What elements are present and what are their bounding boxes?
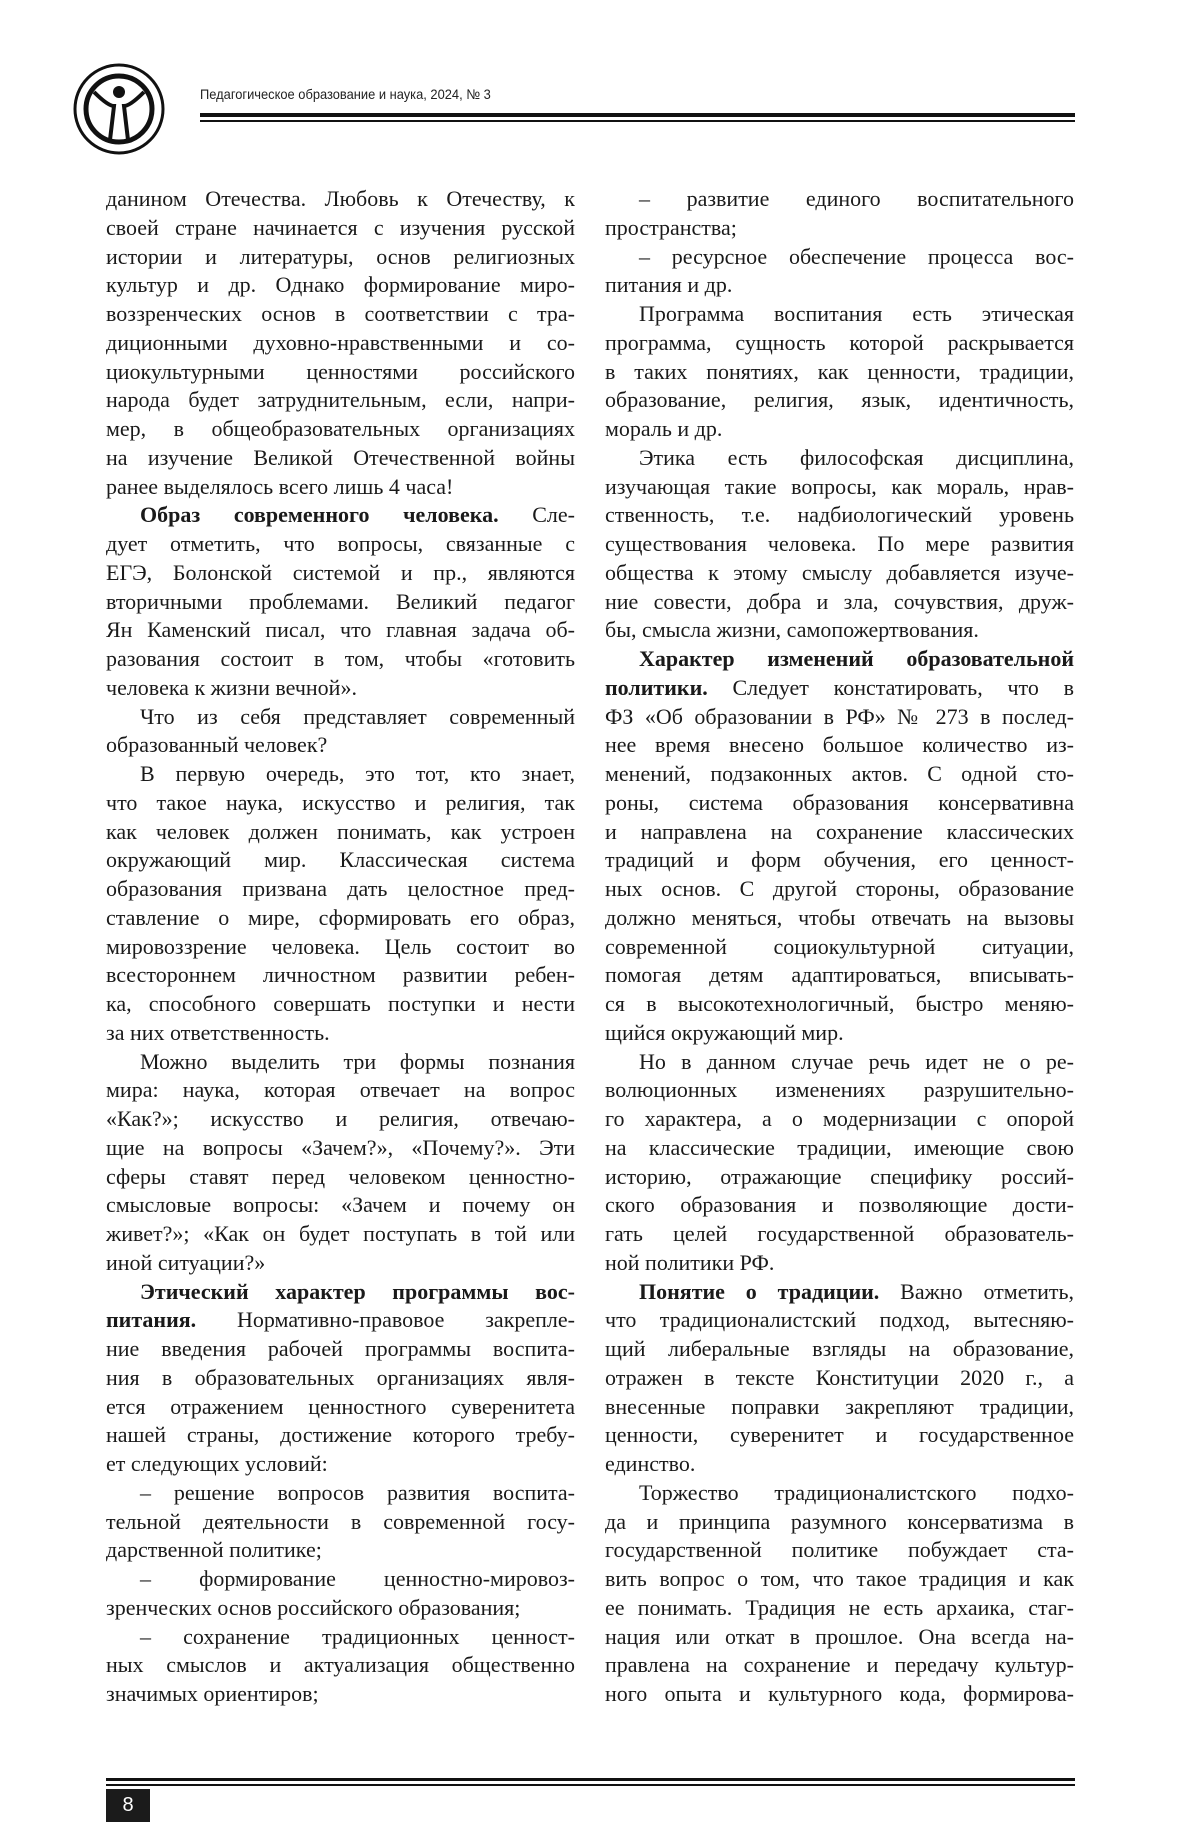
body-text: зренческих основ российского образования; — [106, 1595, 520, 1620]
body-text: что такое наука, искусство и религия, так — [106, 790, 575, 815]
body-text: ского образования и позволяющие дости- — [605, 1192, 1074, 1217]
text-line — [605, 530, 1074, 559]
body-text: нашей страны, достижение которого требу- — [106, 1422, 575, 1447]
body-text: ние совести, добра и зла, сочувствия, друж- — [605, 589, 1074, 614]
text-line — [106, 1651, 575, 1680]
body-text: что традиционалистский подход, вытесняю- — [605, 1307, 1074, 1332]
text-line — [106, 1623, 575, 1652]
body-text: смысловые вопросы: «Зачем и почему он — [106, 1192, 575, 1217]
text-line — [106, 358, 575, 387]
text-line — [106, 760, 575, 789]
text-line — [106, 674, 575, 703]
paragraph — [605, 185, 1074, 243]
body-text: общества к этому смыслу добавляется изуче- — [605, 560, 1074, 585]
text-line — [605, 1421, 1074, 1450]
body-text: мировоззрение человека. Цель состоит во — [106, 934, 575, 959]
body-text: воззренческих основ в соответствии с тра- — [106, 301, 575, 326]
paragraph — [106, 1479, 575, 1565]
paragraph — [605, 1048, 1074, 1278]
body-text: должно меняться, чтобы отвечать на вызовы — [605, 905, 1074, 930]
body-text: Программа воспитания есть этическая — [639, 301, 1074, 326]
text-line — [106, 875, 575, 904]
body-text: мораль и др. — [605, 416, 722, 441]
text-line — [106, 1335, 575, 1364]
body-text: ния в образовательных организациях явля- — [106, 1365, 575, 1390]
body-text: ние введения рабочей программы воспита- — [106, 1336, 575, 1361]
text-line — [605, 1019, 1074, 1048]
body-text: Торжество традиционалистского подхо- — [639, 1480, 1074, 1505]
body-text: питания и др. — [605, 272, 732, 297]
text-line — [605, 904, 1074, 933]
body-text: современной социокультурной ситуации, — [605, 934, 1074, 959]
body-text: окружающий мир. Классическая система — [106, 847, 575, 872]
body-text: щие на вопросы «Зачем?», «Почему?». Эти — [106, 1135, 575, 1160]
body-text: народа будет затруднительным, если, напри- — [106, 387, 575, 412]
body-text: значимых ориентиров; — [106, 1681, 319, 1706]
text-line — [106, 1019, 575, 1048]
body-text: – развитие единого воспитательного — [639, 186, 1074, 211]
body-text: данином Отечества. Любовь к Отечеству, к — [106, 186, 575, 211]
body-text: ется отражением ценностного суверенитета — [106, 1394, 575, 1419]
text-line — [605, 1479, 1074, 1508]
body-text: и направлена на сохранение классических — [605, 819, 1074, 844]
paragraph — [106, 501, 575, 702]
text-line — [605, 271, 1074, 300]
body-text: – решение вопросов развития воспита- — [140, 1480, 575, 1505]
text-line — [106, 1220, 575, 1249]
text-line — [605, 1220, 1074, 1249]
text-line — [106, 243, 575, 272]
paragraph — [605, 243, 1074, 301]
body-text: ка, способного совершать поступки и нести — [106, 991, 575, 1016]
journal-title: Педагогическое образование и наука, 2024, № 3 — [200, 86, 491, 102]
body-text: как человек должен понимать, как устроен — [106, 819, 575, 844]
body-text: да и принципа разумного консерватизма в — [605, 1509, 1074, 1534]
journal-logo — [72, 62, 166, 156]
text-line — [605, 789, 1074, 818]
text-line — [605, 1306, 1074, 1335]
text-line — [605, 1393, 1074, 1422]
text-line — [605, 1623, 1074, 1652]
body-text: Но в данном случае речь идет не о ре- — [639, 1049, 1074, 1074]
text-line — [605, 1249, 1074, 1278]
footer-rule-thin — [106, 1784, 1075, 1786]
body-text: на изучение Великой Отечественной войны — [106, 445, 575, 470]
section-heading: Этический характер программы вос- — [140, 1279, 575, 1304]
paragraph — [605, 1479, 1074, 1709]
body-text: Нормативно-правовое закрепле- — [196, 1307, 575, 1332]
text-line — [605, 875, 1074, 904]
body-text: пространства; — [605, 215, 737, 240]
body-text: – формирование ценностно-мировоз- — [140, 1566, 575, 1591]
text-line — [106, 1306, 575, 1335]
text-line — [106, 415, 575, 444]
body-text: традиций и форм обучения, его ценност- — [605, 847, 1074, 872]
text-line — [106, 1421, 575, 1450]
body-text: Важно отметить, — [879, 1279, 1074, 1304]
body-text: вторичными проблемами. Великий педагог — [106, 589, 575, 614]
body-text: щийся окружающий мир. — [605, 1020, 844, 1045]
body-text: на классические традиции, имеющие свою — [605, 1135, 1074, 1160]
text-line — [605, 358, 1074, 387]
body-text: ставление о мире, сформировать его образ, — [106, 905, 575, 930]
text-line — [106, 961, 575, 990]
body-text: отражен в тексте Конституции 2020 г., а — [605, 1365, 1074, 1390]
body-text: изучающая такие вопросы, как мораль, нрав- — [605, 474, 1074, 499]
body-text: ных основ. С другой стороны, образование — [605, 876, 1074, 901]
body-text: своей стране начинается с изучения русской — [106, 215, 575, 240]
body-text: го характера, а о модернизации с опорой — [605, 1106, 1074, 1131]
text-line — [106, 1076, 575, 1105]
body-text: образованный человек? — [106, 732, 327, 757]
text-line — [106, 933, 575, 962]
paragraph — [106, 1048, 575, 1278]
paragraph — [605, 300, 1074, 444]
text-line — [106, 818, 575, 847]
text-line — [605, 933, 1074, 962]
text-line — [106, 1048, 575, 1077]
body-text: ственность, т.е. надбиологический уровень — [605, 502, 1074, 527]
text-line — [605, 1163, 1074, 1192]
body-text: Этика есть философская дисциплина, — [639, 445, 1074, 470]
text-line — [106, 386, 575, 415]
text-line — [605, 1565, 1074, 1594]
body-text: ЕГЭ, Болонской системой и пр., являются — [106, 560, 575, 585]
body-text: мер, в общеобразовательных организациях — [106, 416, 575, 441]
body-text: ее понимать. Традиция не есть архаика, стаг- — [605, 1595, 1074, 1620]
body-text: «Как?»; искусство и религия, отвечаю- — [106, 1106, 575, 1131]
journal-logo-icon — [72, 62, 166, 156]
text-line — [605, 645, 1074, 674]
body-text: ранее выделялось всего лишь 4 часа! — [106, 474, 453, 499]
text-line — [605, 415, 1074, 444]
text-line — [605, 1364, 1074, 1393]
text-line — [106, 271, 575, 300]
text-line — [106, 559, 575, 588]
body-text: культур и др. Однако формирование миро- — [106, 272, 575, 297]
body-text: человека к жизни вечной». — [106, 675, 357, 700]
section-heading: Понятие о традиции. — [639, 1279, 879, 1304]
body-text: за них ответственность. — [106, 1020, 330, 1045]
body-text: программа, сущность которой раскрывается — [605, 330, 1074, 355]
text-line — [106, 1479, 575, 1508]
text-line — [106, 1191, 575, 1220]
body-text: существования человека. По мере развития — [605, 531, 1074, 556]
text-line — [106, 731, 575, 760]
text-line — [106, 789, 575, 818]
text-line — [605, 961, 1074, 990]
body-text: волюционных изменениях разрушительно- — [605, 1077, 1074, 1102]
body-text: Ян Каменский писал, что главная задача об- — [106, 617, 575, 642]
body-text: Что из себя представляет современный — [140, 704, 575, 729]
text-line — [106, 990, 575, 1019]
body-text: нее время внесено большое количество из- — [605, 732, 1074, 757]
body-text: тельной деятельности в современной госу- — [106, 1509, 575, 1534]
header-rule-thin — [200, 120, 1075, 122]
left-column — [106, 185, 575, 1709]
text-line — [605, 1278, 1074, 1307]
text-line — [106, 846, 575, 875]
text-line — [605, 386, 1074, 415]
text-line — [605, 243, 1074, 272]
text-line — [106, 300, 575, 329]
text-line — [605, 990, 1074, 1019]
text-line — [605, 1450, 1074, 1479]
text-line — [605, 1191, 1074, 1220]
paragraph — [106, 703, 575, 761]
paragraph — [106, 1565, 575, 1623]
section-heading: питания. — [106, 1307, 196, 1332]
text-line — [605, 731, 1074, 760]
text-line — [106, 444, 575, 473]
text-line — [106, 214, 575, 243]
body-text: бы, смысла жизни, самопожертвования. — [605, 617, 979, 642]
paragraph — [106, 1278, 575, 1479]
paragraph — [106, 185, 575, 501]
body-text: ной политики РФ. — [605, 1250, 774, 1275]
body-text: диционными духовно-нравственными и со- — [106, 330, 575, 355]
body-text: иной ситуации?» — [106, 1250, 265, 1275]
text-line — [605, 760, 1074, 789]
text-line — [605, 1594, 1074, 1623]
footer-rule-thick — [106, 1778, 1075, 1781]
body-text: циокультурными ценностями российского — [106, 359, 575, 384]
text-line — [106, 1364, 575, 1393]
text-line — [605, 1508, 1074, 1537]
text-line — [605, 1134, 1074, 1163]
body-text: щий либеральные взгляды на образование, — [605, 1336, 1074, 1361]
text-line — [605, 501, 1074, 530]
text-line — [605, 846, 1074, 875]
text-line — [605, 559, 1074, 588]
header-rule-thick — [200, 113, 1075, 117]
text-line — [605, 1335, 1074, 1364]
section-heading: Характер изменений образовательной — [639, 646, 1074, 671]
text-line — [605, 473, 1074, 502]
paragraph — [605, 444, 1074, 645]
body-text: помогая детям адаптироваться, вписывать- — [605, 962, 1074, 987]
text-line — [605, 703, 1074, 732]
text-line — [106, 703, 575, 732]
text-line — [106, 1508, 575, 1537]
text-line — [106, 185, 575, 214]
body-text: гать целей государственной образователь- — [605, 1221, 1074, 1246]
body-text: роны, система образования консервативна — [605, 790, 1074, 815]
text-line — [605, 185, 1074, 214]
body-text: вить вопрос о том, что такое традиция и как — [605, 1566, 1074, 1591]
body-text: внесенные поправки закрепляют традиции, — [605, 1394, 1074, 1419]
body-text: ся в высокотехнологичный, быстро меняю- — [605, 991, 1074, 1016]
text-line — [605, 1048, 1074, 1077]
body-text: образование, религия, язык, идентичность, — [605, 387, 1074, 412]
text-line — [605, 588, 1074, 617]
body-text: ных смыслов и актуализация общественно — [106, 1652, 575, 1677]
text-line — [605, 444, 1074, 473]
paragraph — [106, 1623, 575, 1709]
body-text: истории и литературы, основ религиозных — [106, 244, 575, 269]
text-line — [106, 1594, 575, 1623]
text-line — [106, 501, 575, 530]
body-text: мира: наука, которая отвечает на вопрос — [106, 1077, 575, 1102]
text-line — [106, 1163, 575, 1192]
body-text: ет следующих условий: — [106, 1451, 328, 1476]
text-line — [106, 530, 575, 559]
paragraph — [605, 1278, 1074, 1479]
text-line — [106, 1565, 575, 1594]
body-text: единство. — [605, 1451, 695, 1476]
page-number: 8 — [106, 1789, 150, 1822]
body-text: – сохранение традиционных ценност- — [140, 1624, 575, 1649]
text-line — [605, 214, 1074, 243]
body-text: сферы ставят перед человеком ценностно- — [106, 1164, 575, 1189]
body-text: Сле- — [499, 502, 575, 527]
text-line — [106, 1450, 575, 1479]
paragraph — [106, 760, 575, 1048]
text-line — [605, 329, 1074, 358]
body-text: живет?»; «Как он будет поступать в той или — [106, 1221, 575, 1246]
body-text: ценности, суверенитет и государственное — [605, 1422, 1074, 1447]
body-text: – ресурсное обеспечение процесса вос- — [639, 244, 1074, 269]
text-line — [605, 1651, 1074, 1680]
text-line — [106, 1105, 575, 1134]
paragraph — [605, 645, 1074, 1048]
body-text: в таких понятиях, как ценности, традиции, — [605, 359, 1074, 384]
text-line — [106, 473, 575, 502]
body-text: государственной политике побуждает ста- — [605, 1537, 1074, 1562]
text-line — [605, 1680, 1074, 1709]
body-text: В первую очередь, это тот, кто знает, — [140, 761, 575, 786]
text-line — [605, 616, 1074, 645]
text-line — [106, 1134, 575, 1163]
text-line — [605, 674, 1074, 703]
text-line — [106, 588, 575, 617]
body-text: дует отметить, что вопросы, связанные с — [106, 531, 575, 556]
text-line — [605, 1536, 1074, 1565]
text-line — [106, 904, 575, 933]
body-text: Следует констатировать, что в — [708, 675, 1074, 700]
body-text: Можно выделить три формы познания — [140, 1049, 575, 1074]
text-line — [106, 1249, 575, 1278]
body-text: дарственной политике; — [106, 1537, 322, 1562]
text-line — [106, 616, 575, 645]
text-line — [106, 1680, 575, 1709]
section-heading: Образ современного человека. — [140, 502, 499, 527]
text-line — [605, 300, 1074, 329]
body-text: ФЗ «Об образовании в РФ» № 273 в послед- — [605, 704, 1074, 729]
body-text: разования состоит в том, чтобы «готовить — [106, 646, 575, 671]
text-line — [605, 1076, 1074, 1105]
body-text: образования призвана дать целостное пред- — [106, 876, 575, 901]
text-line — [106, 645, 575, 674]
section-heading: политики. — [605, 675, 708, 700]
body-text: нация или откат в прошлое. Она всегда на- — [605, 1624, 1074, 1649]
body-text: ного опыта и культурного кода, формирова- — [605, 1681, 1074, 1706]
body-text: историю, отражающие специфику россий- — [605, 1164, 1074, 1189]
text-line — [106, 1278, 575, 1307]
text-line — [605, 1105, 1074, 1134]
text-line — [106, 1393, 575, 1422]
text-line — [605, 818, 1074, 847]
body-text: правлена на сохранение и передачу культур- — [605, 1652, 1074, 1677]
text-line — [106, 1536, 575, 1565]
body-text: всестороннем личностном развитии ребен- — [106, 962, 575, 987]
text-line — [106, 329, 575, 358]
right-column — [605, 185, 1074, 1709]
body-text: менений, подзаконных актов. С одной сто- — [605, 761, 1074, 786]
